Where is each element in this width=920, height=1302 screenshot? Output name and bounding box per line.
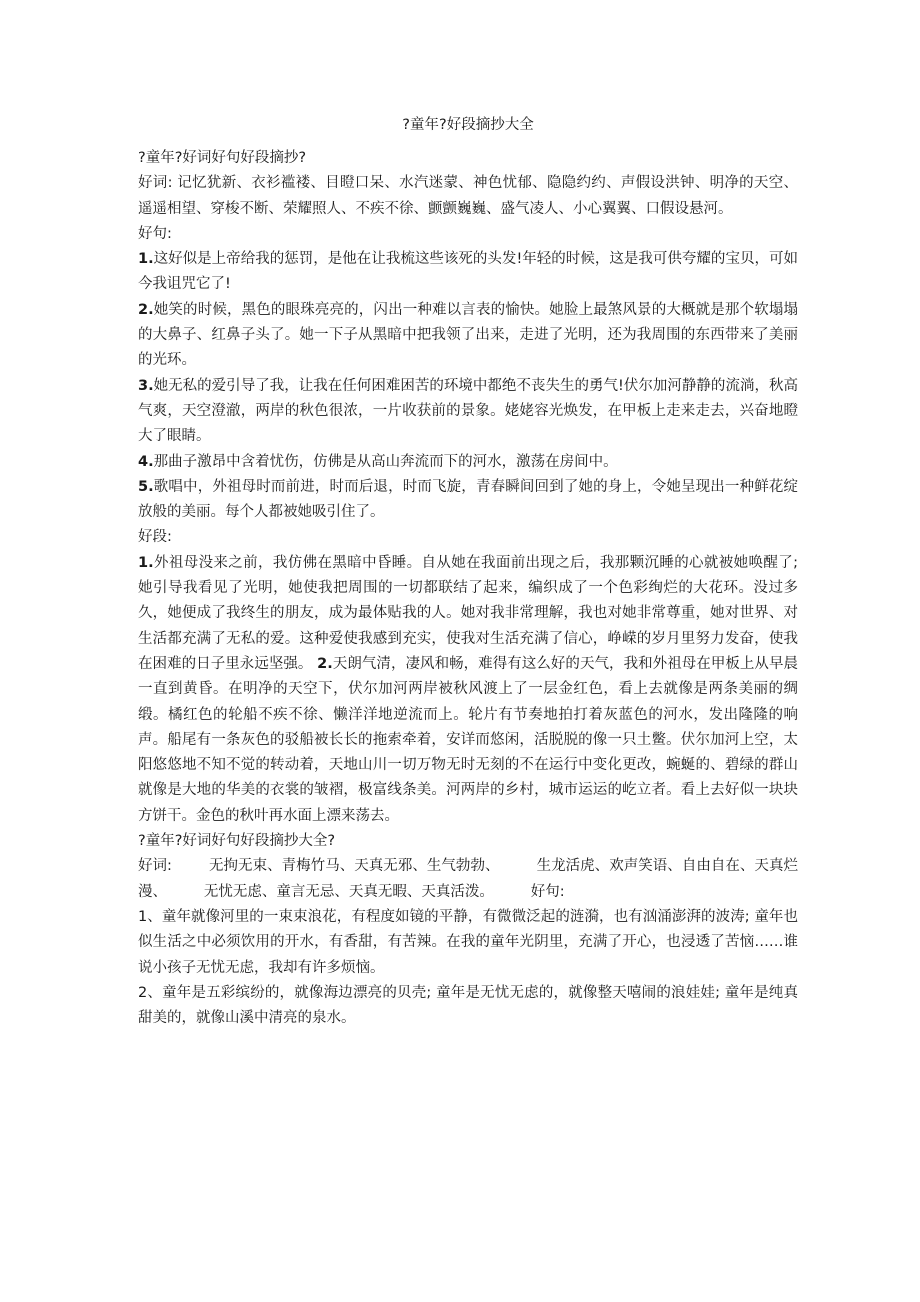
sentence-item — [138, 981, 798, 1032]
section1-heading: ?童年?好词好句好段摘抄? — [138, 150, 307, 166]
sentence-item — [138, 905, 798, 981]
section2-heading: ?童年?好词好句好段摘抄大全? — [138, 833, 336, 850]
section1-sentences-label: 好句: — [138, 225, 172, 242]
passage-block — [138, 551, 803, 829]
sentence-item — [138, 298, 798, 374]
sentence-item — [138, 374, 798, 450]
passage-number: 2. — [317, 655, 333, 672]
sentence-text: 童年是五彩缤纷的，就像海边漂亮的贝壳; 童年是无忧无虑的，就像整天嘻闹的浪娃娃; 童年是纯真甜美的，就像山溪中清亮的泉水。 — [138, 984, 798, 1027]
sentence-number: 2. — [138, 301, 154, 318]
section1-words: 好词: 记忆犹新、衣衫褴褛、目瞪口呆、水汽迷蒙、神色忧郁、隐隐约约、声假设洪钟、明净的天空、遥遥相望、穿梭不断、荣耀照人、不疾不徐、颤颤巍巍、盛气凌人、小心翼翼、口假设悬河。 — [138, 175, 798, 217]
sentence-number: 4. — [138, 453, 154, 470]
section1-passages-label: 好段: — [138, 529, 172, 546]
sentence-item — [138, 475, 798, 526]
sentence-number: 1、 — [138, 908, 162, 925]
sentence-item — [138, 247, 798, 298]
sentence-number: 5. — [138, 478, 154, 495]
section2-words: 好词: 无拘无束、青梅竹马、天真无邪、生气勃勃、 生龙活虎、欢声笑语、自由自在、天真烂漫、 无忧无虑、童言无忌、天真无暇、天真活泼。 好句: — [138, 858, 798, 900]
passage-text: 外祖母没来之前，我仿佛在黑暗中昏睡。自从她在我面前出现之后，我那颗沉睡的心就被她唤醒了; 她引导我看见了光明，她使我把周围的一切都联结了起来，编织成了一个色彩绚烂的大花环。没过多久，她便成了我终生的朋友，成为最体贴我的人。她对我非常理解，我也对她非常尊重，她对世界、对生活都充满了无私的爱。这种爱使我感到充实，使我对生活充满了信心，峥嵘的岁月里努力发奋，使我在困难的日子里永远坚强。 — [138, 554, 803, 672]
sentence-item — [138, 450, 798, 475]
sentence-number: 2、 — [138, 984, 163, 1001]
sentence-number: 3. — [138, 377, 154, 394]
sentence-text: 她笑的时候，黑色的眼珠亮亮的，闪出一种难以言表的愉快。她脸上最煞风景的大概就是那个软塌塌的大鼻子、红鼻子头了。她一下子从黑暗中把我领了出来，走进了光明，还为我周围的东西带来了美丽的光环。 — [138, 301, 798, 369]
sentence-text: 那曲子激昂中含着忧伤，仿佛是从高山奔流而下的河水，激荡在房间中。 — [153, 453, 618, 470]
document-page — [138, 112, 803, 1031]
sentence-number: 1. — [138, 251, 154, 268]
document-title: ?童年?好段摘抄大全 — [402, 117, 534, 133]
sentence-text: 歌唱中，外祖母时而前进，时而后退，时而飞旋，青春瞬间回到了她的身上，令她呈现出一种鲜花绽放般的美丽。每个人都被她吸引住了。 — [138, 478, 798, 521]
passage-number: 1. — [138, 554, 154, 571]
sentence-text: 这好似是上帝给我的惩罚，是他在让我梳这些该死的头发!年轻的时候，这是我可供夸耀的宝贝，可如今我诅咒它了! — [138, 251, 798, 293]
sentence-text: 她无私的爱引导了我，让我在任何困难困苦的环境中都绝不丧失生的勇气!伏尔加河静静的流淌，秋高气爽，天空澄澈，两岸的秋色很浓，一片收获前的景象。姥姥容光焕发，在甲板上走来走去，兴奋地瞪大了眼睛。 — [138, 377, 798, 445]
sentence-text: 童年就像河里的一束束浪花，有程度如镜的平静，有微微泛起的涟漪，也有汹涌澎湃的波涛; 童年也似生活之中必须饮用的开水，有香甜，有苦辣。在我的童年光阴里，充满了开心，也浸透了苦恼……谁说小孩子无忧无虑，我却有许多烦恼。 — [138, 908, 798, 976]
passage-text: 天朗气清，凄风和畅，难得有这么好的天气，我和外祖母在甲板上从早晨一直到黄昏。在明净的天空下，伏尔加河两岸被秋风渡上了一层金红色，看上去就像是两条美丽的绸缎。橘红色的轮船不疾不徐、懒洋洋地逆流而上。轮片有节奏地拍打着灰蓝色的河水，发出隆隆的响声。船尾有一条灰色的驳船被长长的拖索牵着，安详而悠闲，活脱脱的像一只土鳖。伏尔加河上空，太阳悠悠地不知不觉的转动着，天地山川一切万物无时无刻的不在运行中变化更改，蜿蜒的、碧绿的群山就像是大地的华美的衣裳的皱褶，极富线条美。河两岸的乡村，城市运运的屹立者。看上去好似一块块方饼干。金色的秋叶再水面上漂来荡去。 — [138, 655, 799, 824]
